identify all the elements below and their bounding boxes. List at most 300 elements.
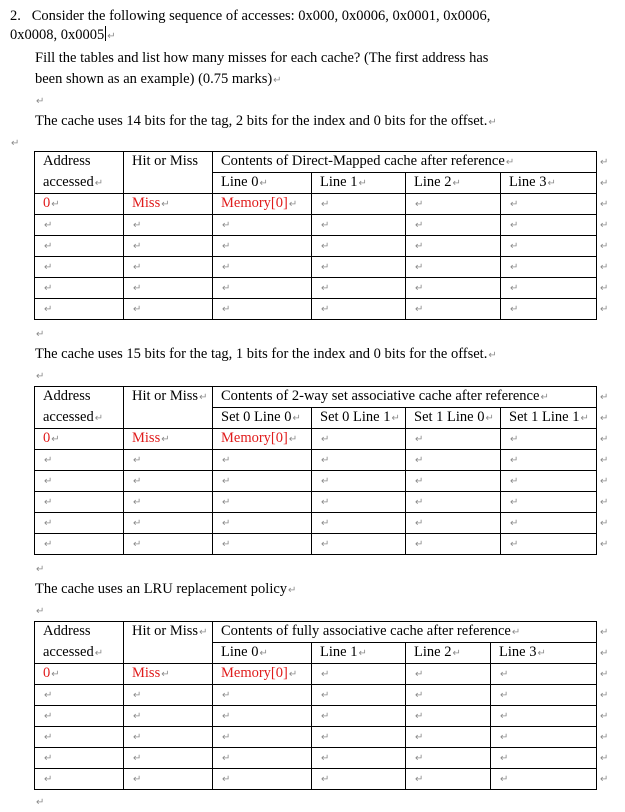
table-cell[interactable]	[124, 492, 213, 513]
paragraph-mark-icon	[415, 669, 423, 680]
paragraph-mark-icon	[133, 732, 141, 743]
table-row	[35, 534, 597, 555]
paragraph-mark-icon	[600, 627, 608, 638]
paragraph-mark-icon	[51, 199, 59, 210]
subheader-cell	[213, 643, 312, 664]
paragraph-mark-icon	[273, 75, 281, 86]
table-cell[interactable]	[312, 727, 406, 748]
table-cell[interactable]	[406, 299, 501, 320]
header-hit-miss	[124, 387, 213, 408]
paragraph-mark-icon	[222, 476, 230, 487]
table-cell[interactable]	[406, 278, 501, 299]
table-cell[interactable]	[406, 748, 491, 769]
paragraph-mark-icon	[600, 690, 608, 701]
table-cell[interactable]	[35, 236, 124, 257]
table-cell[interactable]	[312, 194, 406, 215]
table-cell[interactable]	[213, 257, 312, 278]
subheader-cell	[213, 173, 312, 194]
table-cell[interactable]	[213, 706, 312, 727]
table-row	[35, 706, 597, 727]
paragraph-mark-icon	[44, 220, 52, 231]
paragraph-mark-icon	[44, 753, 52, 764]
table-cell[interactable]	[213, 534, 312, 555]
table-cell[interactable]	[124, 471, 213, 492]
table-row	[35, 492, 597, 513]
table-cell[interactable]	[406, 236, 501, 257]
paragraph-mark-icon	[600, 669, 608, 680]
paragraph-mark-icon	[415, 476, 423, 487]
paragraph-mark-icon	[415, 455, 423, 466]
header-blank	[124, 643, 213, 664]
paragraph-mark-icon	[36, 797, 44, 808]
table-cell[interactable]	[35, 727, 124, 748]
paragraph-mark-icon	[415, 539, 423, 550]
paragraph-mark-icon	[222, 732, 230, 743]
table-cell[interactable]	[406, 706, 491, 727]
paragraph-mark-icon	[222, 283, 230, 294]
paragraph-mark-icon	[321, 304, 329, 315]
table-cell[interactable]	[213, 727, 312, 748]
paragraph-mark-icon	[415, 753, 423, 764]
table-cell[interactable]	[124, 236, 213, 257]
empty-rows	[35, 685, 597, 790]
empty-rows	[35, 450, 597, 555]
paragraph-mark-icon	[133, 455, 141, 466]
table-row	[35, 257, 597, 278]
table-cell[interactable]	[491, 706, 597, 727]
header-accessed	[35, 173, 124, 194]
paragraph-mark-icon	[321, 753, 329, 764]
question-text-cont: 0x0008, 0x0005	[10, 27, 105, 43]
paragraph-mark-icon	[259, 648, 267, 659]
question-line-1	[10, 7, 490, 25]
paragraph-mark-icon	[415, 690, 423, 701]
paragraph-mark-icon	[452, 648, 460, 659]
table-cell[interactable]	[213, 450, 312, 471]
table-row	[35, 429, 597, 450]
paragraph-mark-icon	[133, 304, 141, 315]
paragraph-mark-icon	[600, 283, 608, 294]
header-hit-miss	[124, 622, 213, 643]
table-cell[interactable]	[406, 194, 501, 215]
table-cell[interactable]	[406, 492, 501, 513]
paragraph-mark-icon	[44, 732, 52, 743]
subheader-line0: Line 0	[221, 644, 259, 660]
subheader-cell	[406, 173, 501, 194]
table1-intro-text: The cache uses 14 bits for the tag, 2 bits for the index and 0 bits for the offset.	[35, 113, 488, 129]
table-cell[interactable]	[124, 194, 213, 215]
header-accessed-text: accessed	[43, 173, 94, 190]
table-row	[35, 194, 597, 215]
table-cell[interactable]	[312, 664, 406, 685]
paragraph-mark-icon	[161, 669, 169, 680]
paragraph-mark-icon	[51, 434, 59, 445]
paragraph-mark-icon	[415, 711, 423, 722]
hit-miss-value: Miss	[132, 195, 161, 211]
table-cell[interactable]	[312, 492, 406, 513]
table-cell[interactable]	[406, 471, 501, 492]
instruction-text-cont: been shown as an example) (0.75 marks)	[35, 71, 273, 87]
table-cell[interactable]	[501, 513, 597, 534]
subheader-cell	[213, 408, 312, 429]
table-cell[interactable]	[501, 471, 597, 492]
paragraph-mark-icon	[133, 476, 141, 487]
table-cell[interactable]	[35, 492, 124, 513]
table-cell[interactable]	[124, 769, 213, 790]
table-cell[interactable]	[35, 299, 124, 320]
header-title	[213, 622, 597, 643]
paragraph-mark-icon	[222, 518, 230, 529]
table-cell[interactable]	[35, 215, 124, 236]
instruction-text: Fill the tables and list how many misses for each cache? (The first address has	[35, 50, 489, 66]
table-cell[interactable]	[35, 685, 124, 706]
paragraph-mark-icon	[321, 690, 329, 701]
paragraph-mark-icon	[600, 262, 608, 273]
table-cell[interactable]	[124, 727, 213, 748]
table-cell[interactable]	[312, 748, 406, 769]
subheader-line1: Line 1	[320, 174, 358, 190]
content-value: Memory[0]	[221, 430, 288, 446]
table-cell[interactable]	[213, 748, 312, 769]
paragraph-mark-icon	[222, 711, 230, 722]
table-cell[interactable]	[124, 429, 213, 450]
paragraph-mark-icon	[36, 96, 44, 107]
paragraph-mark-icon	[510, 262, 518, 273]
header-accessed	[35, 643, 124, 664]
paragraph-mark-icon	[289, 434, 297, 445]
table-cell[interactable]	[213, 471, 312, 492]
paragraph-mark-icon	[512, 627, 520, 638]
table-cell[interactable]	[124, 278, 213, 299]
question-number: 2.	[10, 8, 21, 24]
paragraph-mark-icon	[321, 262, 329, 273]
paragraph-mark-icon	[222, 220, 230, 231]
paragraph-mark-icon	[415, 732, 423, 743]
table-cell[interactable]	[35, 769, 124, 790]
fully-associative-table	[34, 621, 597, 790]
subheader-cell	[312, 643, 406, 664]
paragraph-mark-icon	[161, 434, 169, 445]
subheader-cell	[406, 643, 491, 664]
table-cell[interactable]	[213, 278, 312, 299]
table-cell[interactable]	[406, 215, 501, 236]
subheader-line2: Line 2	[414, 644, 452, 660]
paragraph-mark-icon	[500, 753, 508, 764]
paragraph-mark-icon	[415, 199, 423, 210]
subheader-line3: Line 3	[509, 174, 547, 190]
paragraph-mark-icon	[358, 648, 366, 659]
paragraph-mark-icon	[44, 711, 52, 722]
table-cell[interactable]	[124, 257, 213, 278]
table-cell[interactable]	[35, 471, 124, 492]
table-row	[35, 664, 597, 685]
paragraph-mark-icon	[600, 241, 608, 252]
paragraph-mark-icon	[95, 648, 103, 659]
table-cell[interactable]	[35, 513, 124, 534]
table-cell[interactable]	[312, 685, 406, 706]
hit-miss-value: Miss	[132, 430, 161, 446]
table-cell[interactable]	[124, 664, 213, 685]
paragraph-mark-icon	[500, 711, 508, 722]
table-cell[interactable]	[312, 513, 406, 534]
table-cell[interactable]	[406, 257, 501, 278]
table3-intro	[35, 580, 296, 600]
table-cell[interactable]	[312, 706, 406, 727]
table-cell[interactable]	[213, 513, 312, 534]
paragraph-mark-icon	[510, 539, 518, 550]
paragraph-mark-icon	[600, 392, 608, 403]
paragraph-mark-icon	[540, 392, 548, 403]
table-cell[interactable]	[35, 748, 124, 769]
paragraph-mark-icon	[133, 774, 141, 785]
paragraph-mark-icon	[600, 304, 608, 315]
paragraph-mark-icon	[506, 157, 514, 168]
table-cell[interactable]	[124, 215, 213, 236]
paragraph-mark-icon	[95, 178, 103, 189]
table-cell[interactable]	[406, 429, 501, 450]
paragraph-mark-icon	[415, 241, 423, 252]
paragraph-mark-icon	[36, 329, 44, 340]
subheader-cell	[312, 408, 406, 429]
table-cell[interactable]	[213, 215, 312, 236]
table-cell[interactable]	[124, 513, 213, 534]
paragraph-mark-icon	[36, 606, 44, 617]
table-cell[interactable]	[124, 450, 213, 471]
table-cell[interactable]	[312, 257, 406, 278]
paragraph-mark-icon	[510, 455, 518, 466]
paragraph-mark-icon	[44, 774, 52, 785]
paragraph-mark-icon	[600, 455, 608, 466]
header-accessed-text: accessed	[43, 643, 94, 660]
paragraph-mark-icon	[485, 413, 493, 424]
table-cell[interactable]	[406, 513, 501, 534]
table-cell[interactable]	[35, 664, 124, 685]
table-cell[interactable]	[406, 727, 491, 748]
paragraph-mark-icon	[51, 669, 59, 680]
header-hit-miss-text: Hit or Miss	[132, 623, 199, 639]
paragraph-mark-icon	[44, 476, 52, 487]
empty-paragraph	[35, 559, 44, 579]
paragraph-mark-icon	[133, 690, 141, 701]
subheader-cell	[312, 173, 406, 194]
table-cell[interactable]	[491, 664, 597, 685]
paragraph-mark-icon	[321, 518, 329, 529]
subheader-line0: Line 0	[221, 174, 259, 190]
table-cell[interactable]	[124, 534, 213, 555]
paragraph-mark-icon	[222, 753, 230, 764]
address-value: 0	[43, 195, 51, 211]
table-cell[interactable]	[35, 706, 124, 727]
table-cell[interactable]	[312, 236, 406, 257]
table-cell[interactable]	[491, 727, 597, 748]
header-hit-miss-text: Hit or Miss	[132, 388, 199, 404]
table-cell[interactable]	[491, 748, 597, 769]
table-cell[interactable]	[35, 194, 124, 215]
header-hit-miss: Hit or Miss	[124, 152, 213, 173]
paragraph-mark-icon	[199, 627, 207, 638]
question-text: Consider the following sequence of accesses: 0x000, 0x0006, 0x0001, 0x0006,	[31, 8, 491, 24]
paragraph-mark-icon	[321, 241, 329, 252]
hit-miss-value: Miss	[132, 665, 161, 681]
table-cell[interactable]	[501, 429, 597, 450]
paragraph-mark-icon	[288, 585, 296, 596]
empty-paragraph	[35, 366, 44, 386]
paragraph-mark-icon	[289, 669, 297, 680]
table-cell[interactable]	[213, 769, 312, 790]
header-blank	[124, 173, 213, 194]
subheader-line2: Line 2	[414, 174, 452, 190]
paragraph-mark-icon	[133, 220, 141, 231]
table-cell[interactable]	[213, 236, 312, 257]
paragraph-mark-icon	[500, 774, 508, 785]
paragraph-mark-icon	[222, 497, 230, 508]
table-cell[interactable]	[124, 706, 213, 727]
header-accessed	[35, 408, 124, 429]
table-cell[interactable]	[501, 534, 597, 555]
paragraph-mark-icon	[391, 413, 399, 424]
paragraph-mark-icon	[510, 304, 518, 315]
paragraph-mark-icon	[44, 283, 52, 294]
question-line-2	[10, 26, 116, 46]
paragraph-mark-icon	[600, 539, 608, 550]
table-row	[35, 727, 597, 748]
paragraph-mark-icon	[415, 774, 423, 785]
table-cell[interactable]	[406, 450, 501, 471]
table-row	[35, 215, 597, 236]
table-cell[interactable]	[312, 450, 406, 471]
table-cell[interactable]	[312, 215, 406, 236]
table-row	[35, 278, 597, 299]
empty-paragraph	[35, 324, 44, 344]
table-cell[interactable]	[312, 769, 406, 790]
paragraph-mark-icon	[452, 178, 460, 189]
row-end-marks	[599, 621, 608, 789]
paragraph-mark-icon	[500, 732, 508, 743]
table-row	[35, 299, 597, 320]
table-cell[interactable]	[213, 664, 312, 685]
table-cell[interactable]	[213, 492, 312, 513]
paragraph-mark-icon	[321, 774, 329, 785]
table-cell[interactable]	[124, 685, 213, 706]
subheader-cell	[501, 408, 597, 429]
empty-paragraph	[35, 792, 44, 812]
subheader-line3: Line 3	[499, 644, 537, 660]
table-cell[interactable]	[35, 429, 124, 450]
table-cell[interactable]	[501, 257, 597, 278]
table-cell[interactable]	[501, 194, 597, 215]
table-cell[interactable]	[501, 278, 597, 299]
paragraph-mark-icon	[488, 350, 496, 361]
paragraph-mark-icon	[358, 178, 366, 189]
paragraph-mark-icon	[510, 283, 518, 294]
paragraph-mark-icon	[321, 711, 329, 722]
paragraph-mark-icon	[321, 476, 329, 487]
paragraph-mark-icon	[600, 178, 608, 189]
paragraph-mark-icon	[222, 304, 230, 315]
paragraph-mark-icon	[600, 648, 608, 659]
row-end-marks	[599, 151, 608, 319]
header-title-text: Contents of Direct-Mapped cache after reference	[221, 153, 505, 169]
paragraph-mark-icon	[133, 753, 141, 764]
paragraph-mark-icon	[510, 199, 518, 210]
paragraph-mark-icon	[488, 117, 496, 128]
paragraph-mark-icon	[600, 711, 608, 722]
paragraph-mark-icon	[95, 413, 103, 424]
table-cell[interactable]	[213, 685, 312, 706]
paragraph-mark-icon	[133, 262, 141, 273]
paragraph-mark-icon	[600, 497, 608, 508]
paragraph-mark-icon	[547, 178, 555, 189]
table-cell[interactable]	[213, 194, 312, 215]
table-row	[35, 685, 597, 706]
table-cell[interactable]	[501, 492, 597, 513]
table-cell[interactable]	[491, 685, 597, 706]
paragraph-mark-icon	[36, 371, 44, 382]
table-row	[35, 236, 597, 257]
table-cell[interactable]	[213, 299, 312, 320]
table-cell[interactable]	[124, 748, 213, 769]
empty-rows	[35, 215, 597, 320]
header-address: Address	[35, 622, 124, 643]
table-cell[interactable]	[213, 429, 312, 450]
paragraph-mark-icon	[222, 262, 230, 273]
paragraph-mark-icon	[222, 690, 230, 701]
table-cell[interactable]	[35, 257, 124, 278]
table-cell[interactable]	[312, 534, 406, 555]
subheader-set0-line0: Set 0 Line 0	[221, 409, 292, 425]
header-accessed-text: accessed	[43, 408, 94, 425]
table2-intro	[35, 345, 497, 365]
paragraph-mark-icon	[321, 669, 329, 680]
table-cell[interactable]	[124, 299, 213, 320]
table-cell[interactable]	[406, 534, 501, 555]
row-end-marks	[599, 386, 608, 554]
header-address: Address	[35, 152, 124, 173]
table-cell[interactable]	[501, 215, 597, 236]
paragraph-mark-icon	[415, 434, 423, 445]
table-cell[interactable]	[312, 278, 406, 299]
paragraph-mark-icon	[44, 539, 52, 550]
table-cell[interactable]	[35, 278, 124, 299]
paragraph-mark-icon	[321, 283, 329, 294]
table3-intro-text: The cache uses an LRU replacement policy	[35, 581, 288, 597]
table-cell[interactable]	[312, 471, 406, 492]
table-cell[interactable]	[501, 450, 597, 471]
table-cell[interactable]	[312, 429, 406, 450]
paragraph-mark-icon	[133, 241, 141, 252]
table-cell[interactable]	[501, 236, 597, 257]
table-cell[interactable]	[491, 769, 597, 790]
paragraph-mark-icon	[321, 220, 329, 231]
table-cell[interactable]	[406, 769, 491, 790]
paragraph-mark-icon	[289, 199, 297, 210]
table-row	[35, 748, 597, 769]
table1-intro	[35, 112, 497, 132]
instruction-line-1	[35, 49, 488, 67]
table-cell[interactable]	[406, 664, 491, 685]
subheader-line1: Line 1	[320, 644, 358, 660]
header-title	[213, 387, 597, 408]
table-cell[interactable]	[35, 534, 124, 555]
table-cell[interactable]	[312, 299, 406, 320]
subheader-cell	[491, 643, 597, 664]
direct-mapped-table	[34, 151, 597, 320]
paragraph-mark-icon	[600, 774, 608, 785]
table-cell[interactable]	[35, 450, 124, 471]
table-cell[interactable]	[406, 685, 491, 706]
paragraph-mark-icon	[600, 753, 608, 764]
table-cell[interactable]	[501, 299, 597, 320]
